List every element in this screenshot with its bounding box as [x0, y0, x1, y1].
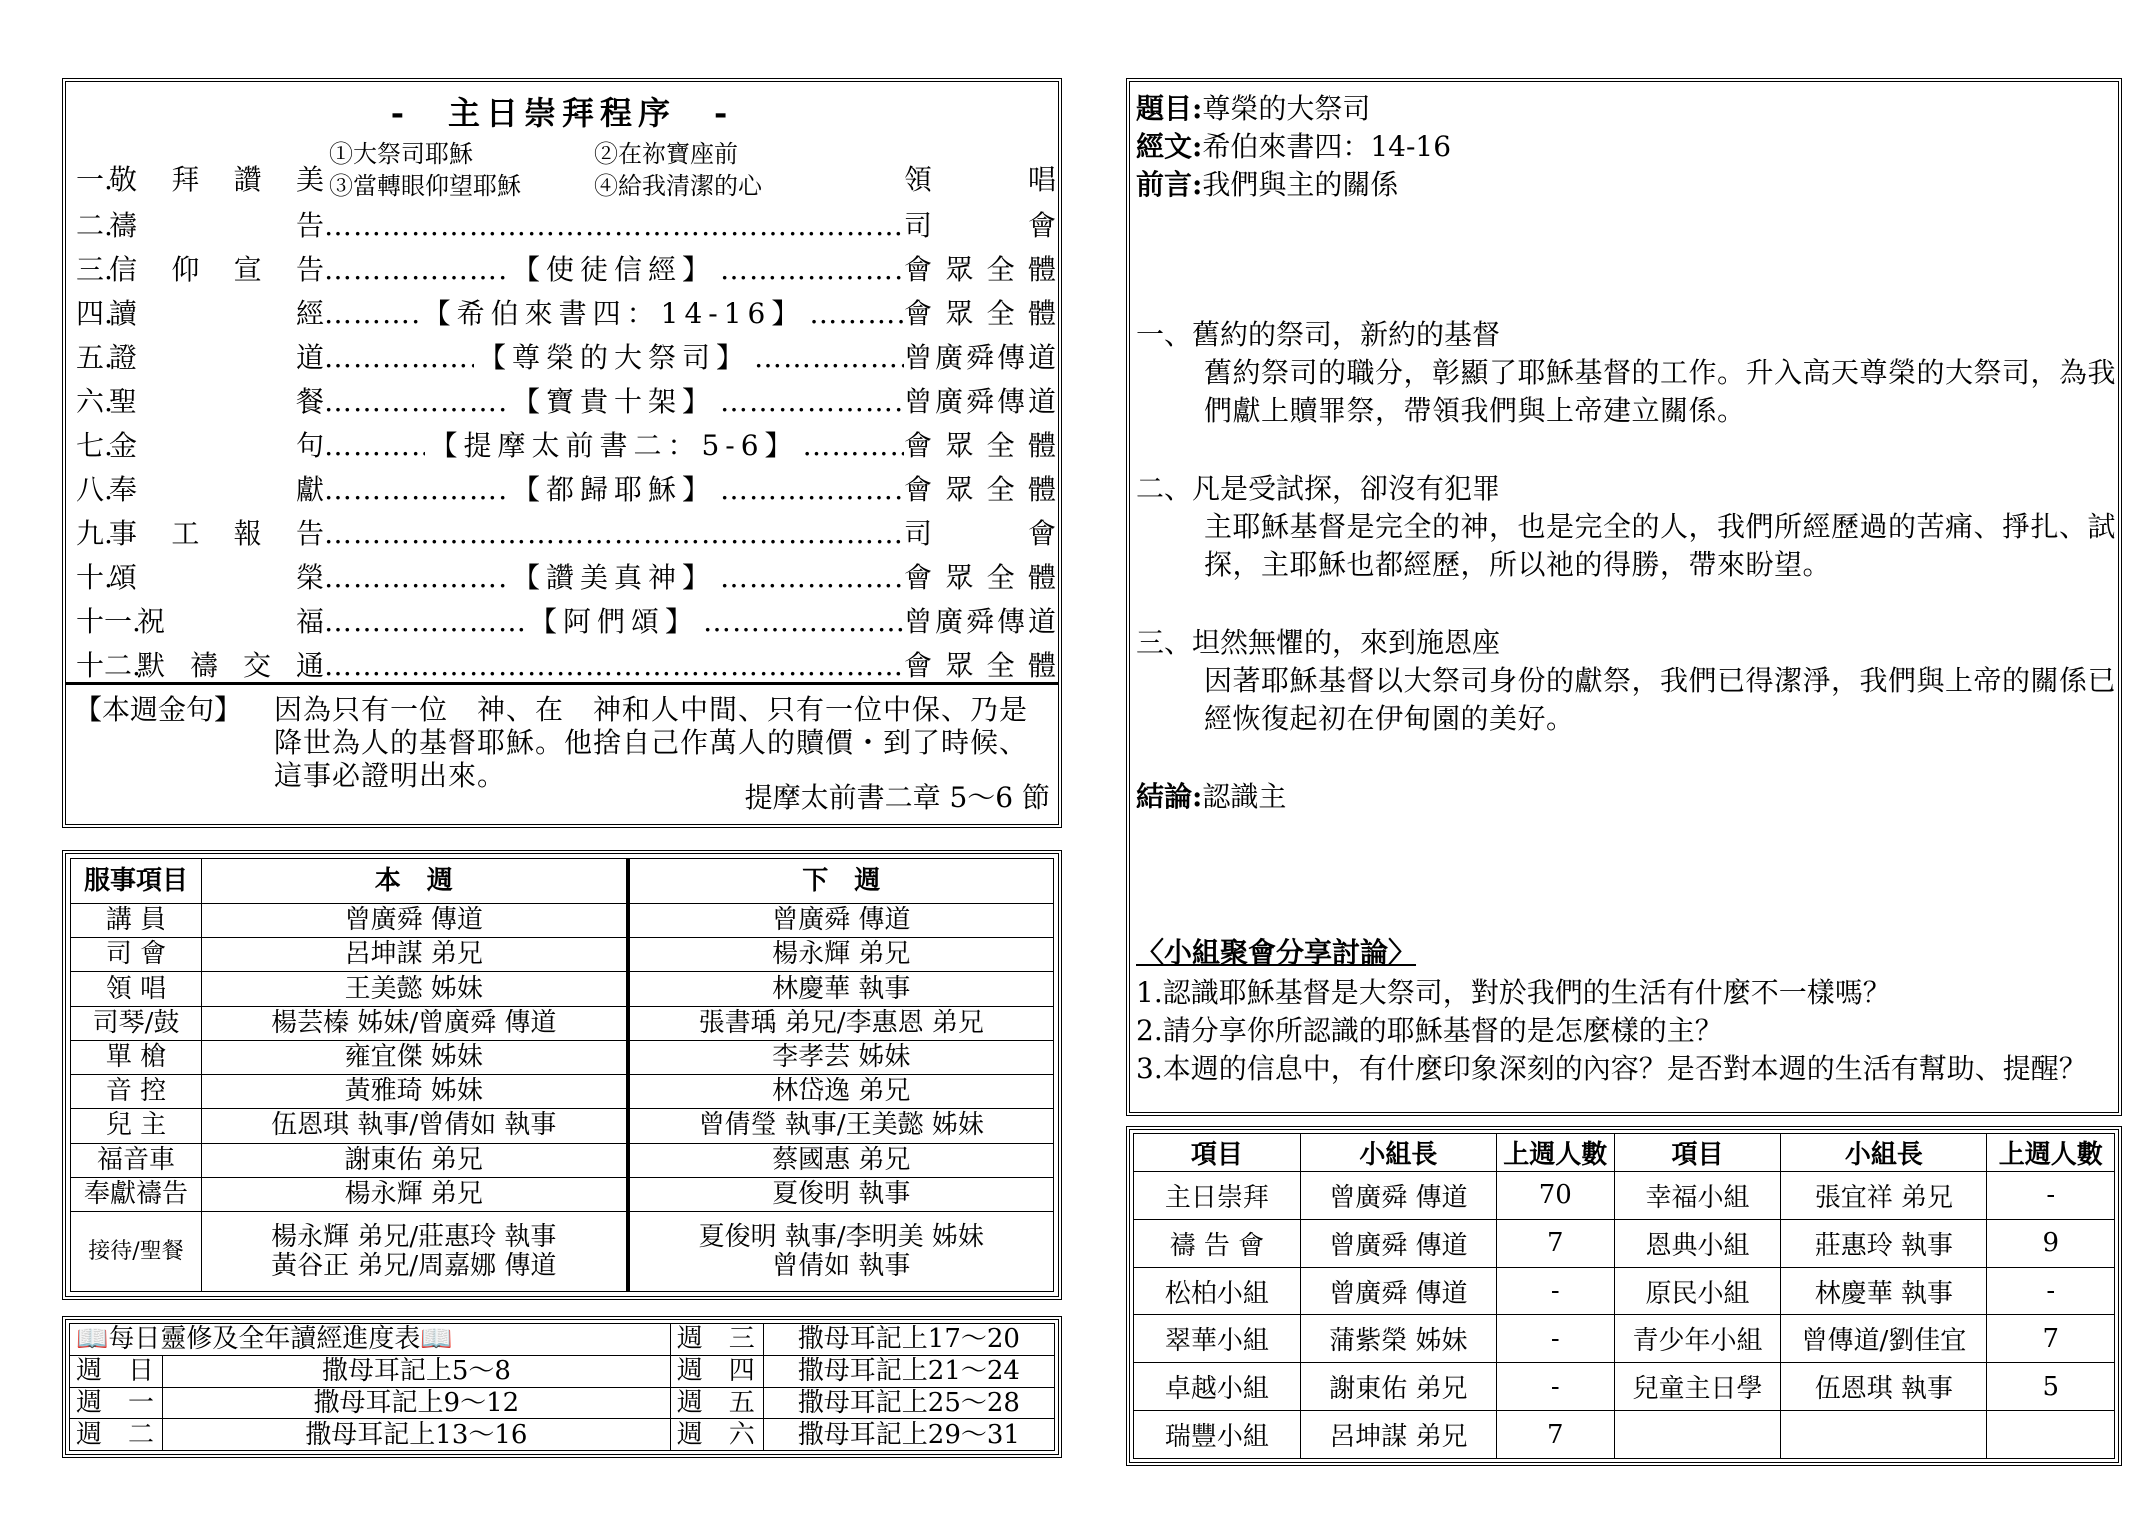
service-next-week: 林慶華 執事	[628, 972, 1054, 1006]
program-item-name: 信 仰 宣 告	[109, 253, 324, 286]
service-row	[71, 1177, 1054, 1211]
group-leader: 莊惠玲 執事	[1781, 1219, 1987, 1267]
program-item-number: 三.	[76, 253, 113, 286]
discussion-question-2: 2.請分享你所認識的耶穌基督的是怎麼樣的主？	[1136, 1014, 1723, 1047]
group-row	[1134, 1315, 2115, 1363]
group-item: 青少年小組	[1614, 1315, 1781, 1363]
service-row	[71, 938, 1054, 972]
program-item-detail: …………………………………………………………………………………… 【阿們頌】 ……………………………………………………………………………………	[324, 602, 904, 642]
discussion-question-1: 1.認識耶穌基督是大祭司，對於我們的生活有什麼不一樣嗎？	[1136, 976, 1891, 1009]
program-item-name: 頌 榮	[109, 561, 324, 594]
group-item: 卓越小組	[1134, 1363, 1301, 1411]
service-role: 奉獻禱告	[71, 1177, 202, 1211]
program-item-number: 四.	[76, 297, 113, 330]
discussion-question-3: 3.本週的信息中，有什麼印象深刻的內容？是否對本週的生活有幫助、提醒？	[1136, 1052, 2087, 1085]
service-role: 兒 主	[71, 1109, 202, 1143]
program-item-name: 事 工 報 告	[109, 517, 324, 550]
group-item: 禱 告 會	[1134, 1219, 1301, 1267]
program-item	[76, 250, 1056, 290]
group-item: 原民小組	[1614, 1267, 1781, 1315]
program-item	[76, 470, 1056, 510]
program-item	[76, 382, 1056, 422]
reading-title-cell	[70, 1324, 671, 1356]
program-item-name: 敬 拜 讚 美	[109, 163, 324, 196]
service-next-week: 張書瑀 弟兄/李惠恩 弟兄	[628, 1006, 1054, 1040]
group-leader: 曾廣舜 傳道	[1300, 1219, 1496, 1267]
book-icon: 📖	[420, 1324, 453, 1355]
verse-reference: 提摩太前書二章 5～6 節	[744, 781, 1050, 814]
discussion-title: 〈小組聚會分享討論〉	[1136, 936, 1417, 969]
worship-program	[62, 78, 1062, 828]
group-attendance: 7	[1496, 1219, 1614, 1267]
group-leader: 曾廣舜 傳道	[1300, 1267, 1496, 1315]
reading-range: 撒母耳記上9～12	[163, 1387, 671, 1419]
group-attendance	[1987, 1411, 2115, 1459]
service-row	[71, 1212, 1054, 1292]
group-attendance: -	[1987, 1172, 2115, 1220]
program-item-name: 默 禱 交 通	[137, 649, 324, 682]
sermon-point-2: 二、凡是受試探，卻沒有犯罪 主耶穌基督是完全的神，也是完全的人，我們所經歷過的苦痛、掙扎、試探，主耶穌也都經歷，所以祂的得勝，帶來盼望。	[1136, 472, 2117, 581]
service-row	[71, 1075, 1054, 1109]
program-item-name: 證 道	[109, 341, 324, 374]
service-this-week: 伍恩琪 執事/曾倩如 執事	[202, 1109, 628, 1143]
service-this-week: 楊永輝 弟兄/莊惠玲 執事 黃谷正 弟兄/周嘉娜 傳道	[202, 1212, 628, 1292]
program-item-number: 二.	[76, 209, 113, 242]
service-this-week: 呂坤謀 弟兄	[202, 938, 628, 972]
program-item-number: 十.	[76, 561, 113, 594]
service-header-next-week: 下 週	[628, 859, 1054, 904]
service-row	[71, 904, 1054, 938]
verse-label: 【本週金句】	[74, 693, 243, 726]
program-item-leader: 司 會	[904, 209, 1056, 242]
program-item	[76, 338, 1056, 378]
group-row	[1134, 1267, 2115, 1315]
service-this-week: 楊芸榛 姊妹/曾廣舜 傳道	[202, 1006, 628, 1040]
sermon-scripture: 經文:希伯來書四：14-16	[1136, 130, 1452, 163]
program-item-name: 聖 餐	[109, 385, 324, 418]
group-item: 松柏小組	[1134, 1267, 1301, 1315]
reading-day: 週 一	[70, 1387, 163, 1419]
program-item-detail: …………………………………………………………………………………… 【使徒信經】 ……………………………………………………………………………………	[324, 250, 904, 290]
sermon-notes	[1126, 78, 2122, 1116]
service-row	[71, 1040, 1054, 1074]
program-item	[76, 206, 1056, 246]
service-this-week: 謝東佑 弟兄	[202, 1143, 628, 1177]
program-item	[76, 160, 1056, 200]
reading-range: 撒母耳記上5～8	[163, 1355, 671, 1387]
service-next-week: 楊永輝 弟兄	[628, 938, 1054, 972]
group-attendance: -	[1496, 1267, 1614, 1315]
service-this-week: 黃雅琦 姊妹	[202, 1075, 628, 1109]
group-leader: 謝東佑 弟兄	[1300, 1363, 1496, 1411]
service-row	[71, 972, 1054, 1006]
group-attendance: 7	[1987, 1315, 2115, 1363]
reading-day: 週 日	[70, 1355, 163, 1387]
service-next-week: 夏俊明 執事/李明美 姊妹 曾倩如 執事	[628, 1212, 1054, 1292]
reading-range: 撒母耳記上17～20	[763, 1324, 1054, 1356]
program-item-leader: 領 唱	[904, 163, 1056, 196]
program-item-number: 七.	[76, 429, 113, 462]
reading-schedule	[62, 1316, 1062, 1458]
group-item: 瑞豐小組	[1134, 1411, 1301, 1459]
service-role: 接待/聖餐	[71, 1212, 202, 1292]
sermon-point-3: 三、坦然無懼的，來到施恩座 因著耶穌基督以大祭司身份的獻祭，我們已得潔淨，我們與上帝的關係已經恢復起初在伊甸園的美好。	[1136, 626, 2117, 735]
group-attendance: 70	[1496, 1172, 1614, 1220]
service-this-week: 雍宜傑 姊妹	[202, 1040, 628, 1074]
group-attendance: -	[1987, 1267, 2115, 1315]
program-item-name: 奉 獻	[109, 473, 324, 506]
reading-day: 週 四	[670, 1355, 763, 1387]
program-item-number: 五.	[76, 341, 113, 374]
group-item: 兒童主日學	[1614, 1363, 1781, 1411]
service-role: 福音車	[71, 1143, 202, 1177]
group-row	[1134, 1363, 2115, 1411]
group-item: 主日崇拜	[1134, 1172, 1301, 1220]
group-item: 恩典小組	[1614, 1219, 1781, 1267]
program-item-detail: …………………………………………………………………………………… 【希伯來書四：14-16】 ……………………………………………………………………………………	[324, 294, 904, 334]
sermon-conclusion: 結論:認識主	[1136, 780, 1287, 813]
group-row	[1134, 1172, 2115, 1220]
hymn-1: ①大祭司耶穌	[329, 140, 473, 168]
program-item	[76, 426, 1056, 466]
group-row	[1134, 1219, 2115, 1267]
service-next-week: 李孝芸 姊妹	[628, 1040, 1054, 1074]
service-header-this-week: 本 週	[202, 859, 628, 904]
groups-header: 上週人數	[1987, 1134, 2115, 1172]
service-this-week: 曾廣舜 傳道	[202, 904, 628, 938]
weekly-verse	[66, 682, 1058, 824]
program-item-detail: …………………………………………………………………………………… 【讚美真神】 ……………………………………………………………………………………	[324, 558, 904, 598]
service-header-item: 服事項目	[71, 859, 202, 904]
program-item-detail	[324, 514, 904, 554]
program-item-number: 十一.	[76, 605, 141, 638]
program-item-name: 金 句	[109, 429, 324, 462]
program-item-detail	[324, 646, 904, 686]
reading-day: 週 六	[670, 1419, 763, 1451]
group-leader	[1781, 1411, 1987, 1459]
program-item	[76, 514, 1056, 554]
program-item-leader: 會 眾 全 體	[904, 649, 1056, 682]
program-item-leader: 會 眾 全 體	[904, 473, 1056, 506]
program-item-leader: 會 眾 全 體	[904, 253, 1056, 286]
group-item: 翠華小組	[1134, 1315, 1301, 1363]
group-attendance: -	[1496, 1363, 1614, 1411]
group-attendance: 5	[1987, 1363, 2115, 1411]
program-item-number: 十二.	[76, 649, 141, 682]
service-next-week: 蔡國惠 弟兄	[628, 1143, 1054, 1177]
sermon-point-1: 一、舊約的祭司，新約的基督 舊約祭司的職分，彰顯了耶穌基督的工作。升入高天尊榮的大祭司，為我們獻上贖罪祭，帶領我們與上帝建立關係。	[1136, 318, 2117, 427]
hymn-3: ③當轉眼仰望耶穌	[329, 172, 521, 200]
service-this-week: 楊永輝 弟兄	[202, 1177, 628, 1211]
group-leader: 呂坤謀 弟兄	[1300, 1411, 1496, 1459]
service-row	[71, 1143, 1054, 1177]
service-row	[71, 1006, 1054, 1040]
service-next-week: 林岱逸 弟兄	[628, 1075, 1054, 1109]
group-leader: 伍恩琪 執事	[1781, 1363, 1987, 1411]
service-role: 領 唱	[71, 972, 202, 1006]
reading-day: 週 五	[670, 1387, 763, 1419]
groups-header: 小組長	[1781, 1134, 1987, 1172]
group-leader: 張宜祥 弟兄	[1781, 1172, 1987, 1220]
group-leader: 林慶華 執事	[1781, 1267, 1987, 1315]
service-row	[71, 1109, 1054, 1143]
group-leader: 曾傳道/劉佳宜	[1781, 1315, 1987, 1363]
groups-header: 上週人數	[1496, 1134, 1614, 1172]
program-item-leader: 曾 廣 舜 傳 道	[904, 341, 1056, 374]
service-role: 司 會	[71, 938, 202, 972]
service-role: 單 槍	[71, 1040, 202, 1074]
group-attendance: 7	[1496, 1411, 1614, 1459]
reading-range: 撒母耳記上25～28	[763, 1387, 1054, 1419]
book-icon: 📖	[76, 1324, 109, 1355]
program-item-number: 六.	[76, 385, 113, 418]
group-item: 幸福小組	[1614, 1172, 1781, 1220]
hymn-2: ②在祢寶座前	[594, 140, 738, 168]
sermon-intro: 前言:我們與主的關係	[1136, 168, 1399, 201]
small-groups-table	[1126, 1126, 2122, 1466]
service-this-week: 王美懿 姊妹	[202, 972, 628, 1006]
group-leader: 蒲紫榮 姊妹	[1300, 1315, 1496, 1363]
program-item-leader: 曾 廣 舜 傳 道	[904, 385, 1056, 418]
program-item-leader: 會 眾 全 體	[904, 561, 1056, 594]
service-role: 講 員	[71, 904, 202, 938]
program-item-name: 禱 告	[109, 209, 324, 242]
reading-range: 撒母耳記上13～16	[163, 1419, 671, 1451]
program-item-number: 一.	[76, 163, 113, 196]
groups-header: 項目	[1614, 1134, 1781, 1172]
program-item-detail: …………………………………………………………………………………… 【都歸耶穌】 ……………………………………………………………………………………	[324, 470, 904, 510]
service-next-week: 夏俊明 執事	[628, 1177, 1054, 1211]
program-item-detail: …………………………………………………………………………………… 【寶貴十架】 ……………………………………………………………………………………	[324, 382, 904, 422]
reading-range: 撒母耳記上29～31	[763, 1419, 1054, 1451]
hymn-4: ④給我清潔的心	[594, 172, 762, 200]
group-leader: 曾廣舜 傳道	[1300, 1172, 1496, 1220]
program-item	[76, 558, 1056, 598]
group-attendance: -	[1496, 1315, 1614, 1363]
verse-text: 因為只有一位 神、在 神和人中間、只有一位中保、乃是降世為人的基督耶穌。他捨自己作萬人的贖價・到了時候、這事必證明出來。	[274, 693, 1029, 792]
sermon-topic: 題目:尊榮的大祭司	[1136, 92, 1371, 125]
group-attendance: 9	[1987, 1219, 2115, 1267]
program-item-leader: 會 眾 全 體	[904, 429, 1056, 462]
program-item-number: 九.	[76, 517, 113, 550]
reading-day: 週 三	[670, 1324, 763, 1356]
program-item-detail: …………………………………………………………………………………… 【提摩太前書二：5-6】 ……………………………………………………………………………………	[324, 426, 904, 466]
service-roster	[62, 850, 1062, 1300]
program-item-leader: 司 會	[904, 517, 1056, 550]
group-row	[1134, 1411, 2115, 1459]
program-item-detail: …………………………………………………………………………………… 【尊榮的大祭司】 ……………………………………………………………………………………	[324, 338, 904, 378]
program-item-detail	[324, 206, 904, 246]
groups-header: 項目	[1134, 1134, 1301, 1172]
group-item	[1614, 1411, 1781, 1459]
program-item-name: 祝 福	[137, 605, 324, 638]
service-next-week: 曾倩瑩 執事/王美懿 姊妹	[628, 1109, 1054, 1143]
program-item	[76, 646, 1056, 686]
reading-range: 撒母耳記上21～24	[763, 1355, 1054, 1387]
reading-day: 週 二	[70, 1419, 163, 1451]
program-item-leader: 會 眾 全 體	[904, 297, 1056, 330]
service-next-week: 曾廣舜 傳道	[628, 904, 1054, 938]
program-title: - 主日崇拜程序 -	[390, 94, 734, 132]
program-item-name: 讀 經	[109, 297, 324, 330]
program-item-leader: 曾 廣 舜 傳 道	[904, 605, 1056, 638]
groups-header: 小組長	[1300, 1134, 1496, 1172]
service-role: 音 控	[71, 1075, 202, 1109]
program-item	[76, 602, 1056, 642]
service-role: 司琴/鼓	[71, 1006, 202, 1040]
program-item-number: 八.	[76, 473, 113, 506]
program-item	[76, 294, 1056, 334]
reading-title: 每日靈修及全年讀經進度表	[108, 1324, 421, 1355]
